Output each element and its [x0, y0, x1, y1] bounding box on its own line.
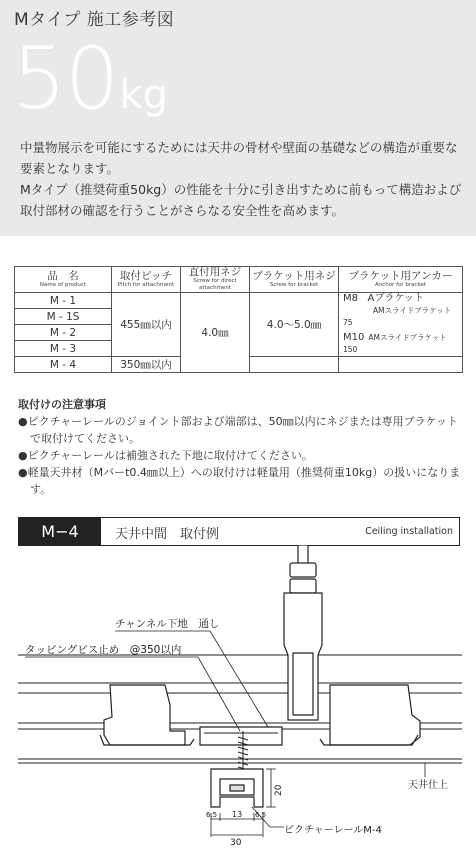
load-unit: kg — [119, 72, 168, 118]
label-channel: チャンネル下地 通し — [115, 618, 220, 630]
bracket-screw-cell: 4.0～5.0㎜ — [250, 293, 339, 357]
product-cell: M - 1 — [15, 293, 112, 309]
picture-rail — [211, 769, 263, 807]
dim-height: 20 — [274, 784, 284, 796]
installation-diagram — [0, 545, 476, 860]
dim-left-lip: 6.5 — [206, 811, 218, 819]
label-screw: タッピングビス止め @350以内 — [25, 644, 182, 656]
product-cell: M - 3 — [15, 341, 112, 357]
spec-table — [14, 266, 463, 373]
note-item: ●軽量天井材（Mバーt0.4㎜以上）への取付けは軽量用（推奨荷重10kg）の扱いになります。 — [18, 466, 461, 496]
hanging-bolt — [298, 545, 308, 565]
pitch-cell-m4: 350㎜以内 — [112, 357, 181, 373]
product-cell: M - 4 — [15, 357, 112, 373]
bolt-nut — [290, 563, 316, 577]
intro-paragraph-2: Mタイプ（推奨荷重50kg）の性能を十分に引き出すために前もって構造および取付部材の確認を行うことがさらなる安全性を高めます。 — [20, 182, 462, 218]
channel — [200, 727, 282, 745]
notes-heading: 取付けの注意事項 — [18, 398, 106, 411]
label-rail: ピクチャーレールM-4 — [284, 825, 382, 836]
load-rating — [12, 29, 168, 129]
direct-screw-cell: 4.0㎜ — [181, 293, 250, 373]
intro-paragraph-1: 中量物展示を可能にするためには天井の骨材や壁面の基礎などの構造が重要な要素となります。 — [20, 140, 458, 176]
dim-right-lip: 6.5 — [255, 811, 267, 819]
left-hanger-bracket — [104, 685, 185, 745]
product-cell: M - 1S — [15, 309, 112, 325]
section-tag: M−4 — [19, 518, 101, 545]
section-header — [18, 517, 460, 546]
dim-width: 30 — [230, 838, 242, 848]
col-header-anchor: ブラケット用アンカー Anchor for bracket — [339, 267, 463, 293]
note-item: ●ピクチャーレールのジョイント部および端部は、50㎜以内にネジまたは専用ブラケットで取付けてください。 — [18, 415, 459, 445]
notes-section — [18, 396, 468, 498]
col-header-pitch: 取付ピッチ Pitch for attachment — [112, 267, 181, 293]
section-title: 天井中間 取付例 — [115, 527, 220, 542]
note-item: ●ピクチャーレールは補強された下地に取付けてください。 — [18, 449, 313, 462]
anchor-cell: M8 Aブラケット AMスライドブラケット75 M10 AMスライドブラケット150 — [339, 293, 463, 357]
bolt-nut — [290, 579, 316, 593]
col-header-bracket-screw: ブラケット用ネジ Screw for bracket — [250, 267, 339, 293]
product-cell: M - 2 — [15, 325, 112, 341]
empty-cell — [339, 357, 463, 373]
col-header-name: 品 名 Name of product — [15, 267, 112, 293]
right-hanger-bracket — [330, 685, 420, 745]
page-title: Mタイプ 施工参考図 — [14, 10, 175, 30]
hanger-slot — [293, 653, 313, 715]
section-title-en: Ceiling installation — [365, 526, 453, 537]
label-ceiling: 天井仕上 — [408, 780, 448, 791]
load-number: 50 — [12, 29, 118, 129]
empty-cell — [250, 357, 339, 373]
col-header-direct-screw: 直付用ネジ Screw for direct attachment — [181, 267, 250, 293]
pitch-cell: 455㎜以内 — [112, 293, 181, 357]
hero-panel — [0, 0, 476, 236]
dim-slot: 13 — [232, 810, 243, 819]
